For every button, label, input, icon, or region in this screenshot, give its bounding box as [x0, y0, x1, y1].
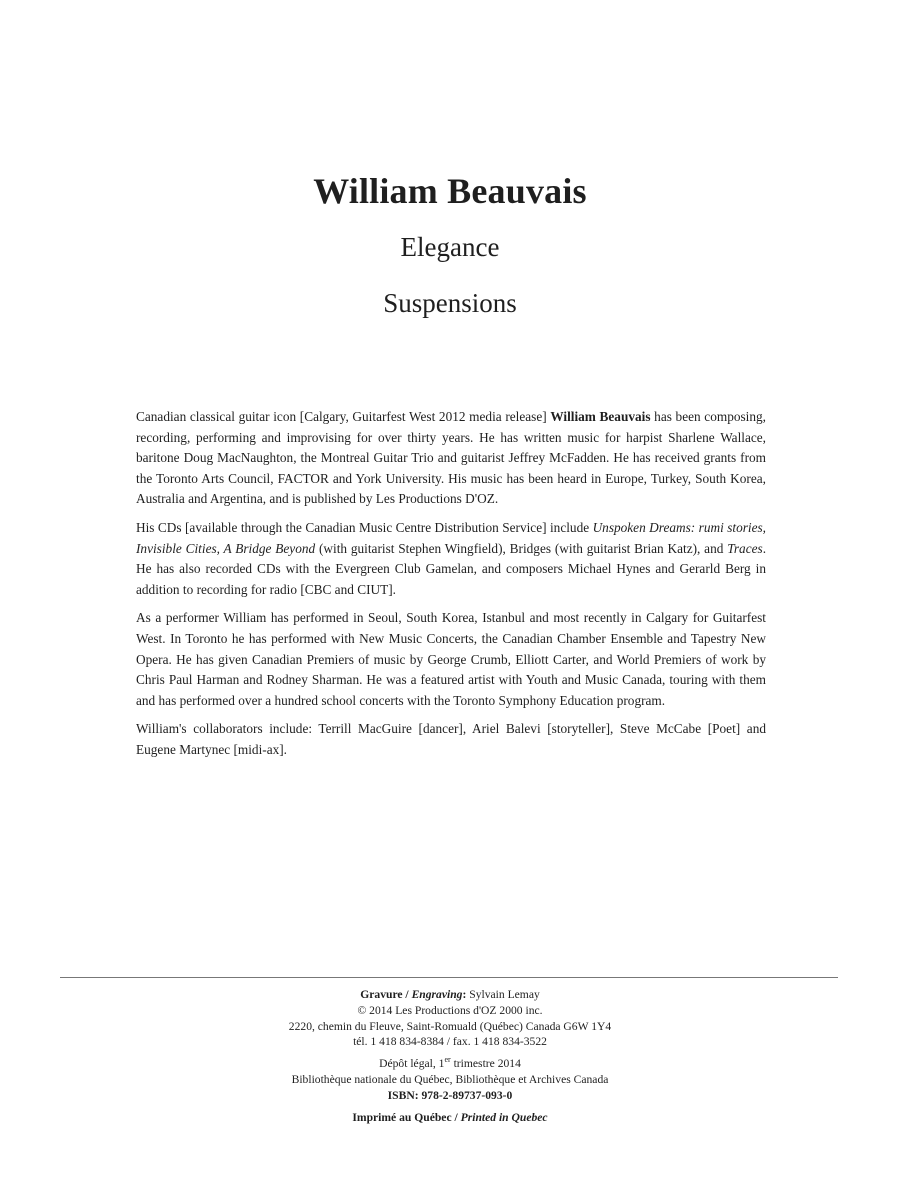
bio-p2-part-c: . He has also recorded CDs with the Evergreen Club Gamelan, and composers Michael Hynes and Gerarld Berg in addition to recording for radio [CBC and CIUT].: [136, 540, 767, 597]
bio-paragraph-4: William's collaborators include: Terrill MacGuire [dancer], Ariel Balevi [storyteller], Steve McCabe [Poet] and Eugene Martynec [midi-ax].: [136, 721, 766, 757]
legal-deposit-line: [0, 1056, 900, 1072]
engraving-line: [0, 987, 900, 1003]
bio-p2-part-b: (with guitarist Stephen Wingfield), Bridges (with guitarist Brian Katz), and: [315, 540, 728, 556]
copyright-line: © 2014 Les Productions d'OZ 2000 inc.: [357, 1003, 543, 1017]
bio-p1-intro: Canadian classical guitar icon [Calgary, Guitarfest West 2012 media release]: [136, 409, 551, 424]
engraving-separator: /: [402, 988, 412, 1001]
title-block: [0, 168, 900, 320]
address-line: 2220, chemin du Fleuve, Saint-Romuald (Québec) Canada G6W 1Y4: [288, 1019, 612, 1033]
isbn-line: [0, 1088, 900, 1104]
footer-divider: [60, 977, 838, 978]
printed-line: [0, 1110, 900, 1126]
engraver-name: Sylvain Lemay: [466, 988, 540, 1001]
engraving-label-en: Engraving: [411, 988, 463, 1001]
bio-p2-traces: Traces: [727, 540, 763, 556]
colophon: [0, 987, 900, 1125]
printed-separator: /: [451, 1110, 461, 1124]
bio-p2-cd-titles: Unspoken Dreams: rumi stories, Invisible Cities, A Bridge Beyond: [136, 519, 766, 556]
work-title-suspensions: Suspensions: [383, 288, 517, 318]
legal-deposit-post: trimestre 2014: [450, 1057, 521, 1071]
bio-p2-part-a: His CDs [available through the Canadian Music Centre Distribution Service] include: [136, 519, 593, 535]
isbn: ISBN: 978-2-89737-093-0: [387, 1088, 513, 1102]
bio-p1-name: William Beauvais: [550, 409, 651, 424]
printed-fr: Imprimé au Québec: [352, 1110, 452, 1124]
legal-deposit-sup: er: [444, 1055, 451, 1065]
bio-paragraph-2: [136, 518, 766, 600]
phone-line: tél. 1 418 834-8384 / fax. 1 418 834-3522: [353, 1035, 547, 1049]
engraving-colon: :: [462, 988, 467, 1001]
bio-paragraph-1: [136, 407, 766, 510]
bio-paragraph-3: As a performer William has performed in Seoul, South Korea, Istanbul and most recently in Calgary for Guitarfest West. In Toronto he has performed with New Music Concerts, the Canadian Chamber Ensemble and Tapestry New Opera. He has given Canadian Premiers of music by George Crumb, Elliott Carter, and World Premiers of work by Chris Paul Harman and Rodney Sharman. He was a featured artist with Youth and Music Canada, touring with them and has performed over a hundred school concerts with the Toronto Symphony Education program.: [136, 610, 766, 708]
bio-p1-body: has been composing, recording, performing and improvising for over thirty years. He has written music for harpist Sharlene Wallace, baritone Doug MacNaughton, the Montreal Guitar Trio and guitarist Jeffrey McFadden. He has received grants from the Toronto Arts Council, FACTOR and York University. His music has been heard in Europe, Turkey, South Korea, Australia and Argentina, and is published by Les Productions D'OZ.: [136, 409, 766, 507]
biography: [136, 407, 766, 769]
engraving-label-fr: Gravure: [360, 988, 403, 1001]
legal-deposit-pre: Dépôt légal, 1: [379, 1057, 445, 1071]
composer-name: William Beauvais: [313, 171, 587, 211]
work-title-elegance: Elegance: [400, 232, 500, 262]
printed-en: Printed in Quebec: [460, 1110, 548, 1124]
library-line: Bibliothèque nationale du Québec, Bibliothèque et Archives Canada: [291, 1072, 609, 1086]
